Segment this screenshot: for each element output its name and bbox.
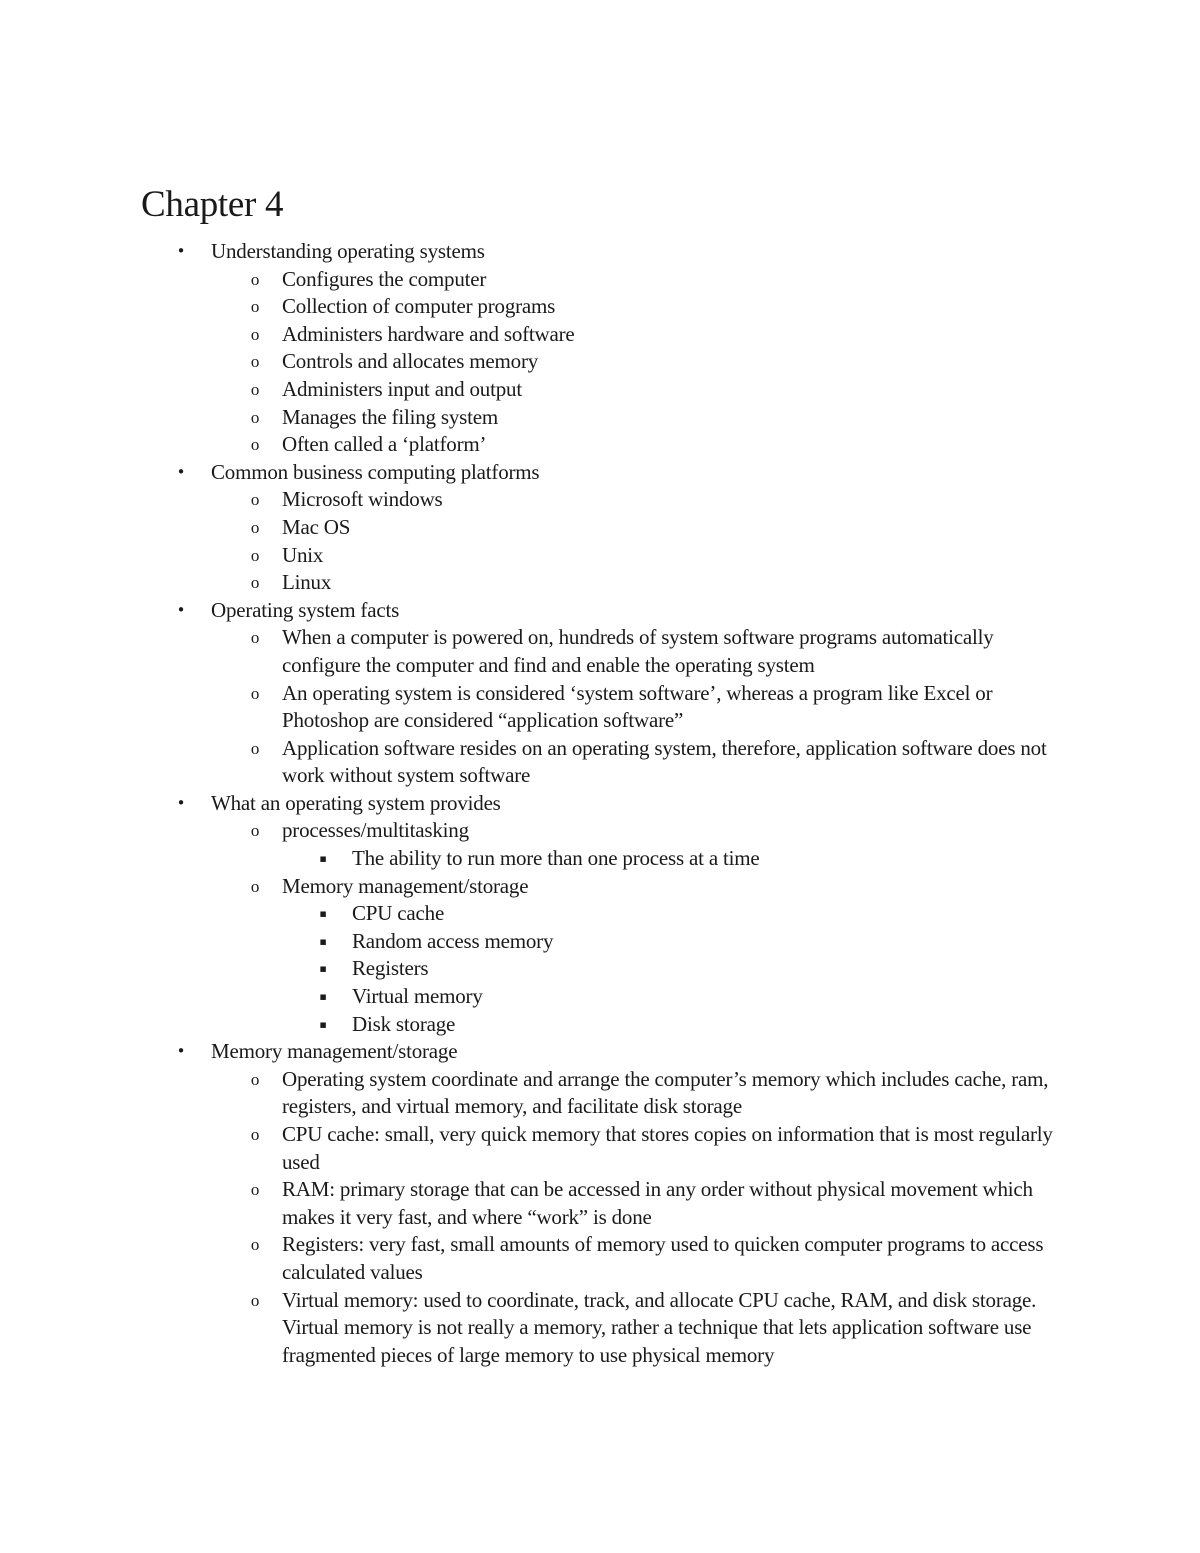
list-item-text: Registers [352,956,429,981]
list-item-text: Memory management/storage [282,873,529,898]
list-item [0,845,1200,873]
bullet-circle-icon: o [250,297,260,317]
list-item [0,431,1200,459]
list-item-text: Disk storage [352,1011,456,1036]
list-item [0,266,1200,294]
bullet-square-icon: ▪ [319,852,327,866]
list-item-text: processes/multitasking [282,818,469,843]
bullet-circle-icon: o [250,876,260,896]
list-item-text: Operating system coordinate and arrange the computer’s memory which includes cache, ram, registers, and virtual memory, and facilitate disk storage [282,1066,1049,1119]
list-item [0,348,1200,376]
list-item [0,1231,1200,1286]
list-item [0,486,1200,514]
list-item [0,1011,1200,1039]
bullet-circle-icon: o [250,545,260,565]
list-item-text: Configures the computer [282,266,487,291]
bullet-disc-icon: • [176,242,186,260]
list-item [0,514,1200,542]
list-item-text: Application software resides on an operating system, therefore, application software does not work without system software [282,735,1047,788]
list-item [0,1287,1200,1370]
bullet-circle-icon: o [250,435,260,455]
list-item-text: Understanding operating systems [211,239,485,263]
sub-sub-list [282,845,1200,873]
list-item [0,955,1200,983]
sub-sub-list [282,900,1200,1038]
list-item [0,404,1200,432]
bullet-square-icon: ▪ [319,934,327,948]
bullet-square-icon: ▪ [319,962,327,976]
list-item [0,542,1200,570]
list-item [0,238,1200,459]
list-item [0,569,1200,597]
sub-list [211,266,1200,459]
bullet-circle-icon: o [250,1069,260,1089]
bullet-circle-icon: o [250,1180,260,1200]
list-item [0,624,1200,679]
list-item [0,873,1200,1039]
sub-list [211,1066,1200,1370]
bullet-circle-icon: o [250,490,260,510]
list-item-text: Administers hardware and software [282,321,575,346]
list-item [0,1176,1200,1231]
list-item [0,459,1200,597]
list-item [0,928,1200,956]
list-item [0,1066,1200,1121]
sub-list [211,624,1200,790]
list-item-text: Memory management/storage [211,1039,458,1064]
bullet-circle-icon: o [250,517,260,537]
bullet-disc-icon: • [176,600,186,619]
list-item-text: Manages the filing system [282,404,499,429]
list-item [0,900,1200,928]
list-item-text: Unix [282,542,324,567]
bullet-circle-icon: o [250,352,260,372]
list-item-text: Virtual memory [352,984,483,1009]
list-item-text: Virtual memory: used to coordinate, track, and allocate CPU cache, RAM, and disk storage. Virtual memory is not really a memory, rather a technique that lets application software use fragmented pieces of large memory to use physical memory [282,1287,1037,1367]
list-item [0,597,1200,790]
list-item-text: Administers input and output [282,376,522,401]
list-item [0,1121,1200,1176]
list-item-text: An operating system is considered ‘system software’, whereas a program like Excel or Photoshop are considered “application software” [282,680,993,733]
list-item-text: Mac OS [282,514,351,539]
list-item-text: Linux [282,570,332,595]
list-item-text: Collection of computer programs [282,294,556,319]
bullet-circle-icon: o [250,1125,260,1144]
list-item-text: Random access memory [352,928,554,953]
list-item [0,321,1200,349]
bullet-disc-icon: • [176,793,186,812]
bullet-circle-icon: o [250,1290,260,1310]
bullet-circle-icon: o [250,324,260,344]
list-item [0,680,1200,735]
sub-list [211,817,1200,1038]
list-item [0,293,1200,321]
bullet-square-icon: ▪ [319,1017,327,1031]
list-item-text: Common business computing platforms [211,459,540,484]
page-title: Chapter 4 [141,184,284,225]
list-item-text: RAM: primary storage that can be accessed in any order without physical movement which makes it very fast, and where “work” is done [282,1177,1033,1229]
bullet-circle-icon: o [250,407,260,427]
list-item [0,376,1200,404]
list-item [0,790,1200,1038]
bullet-circle-icon: o [250,628,260,648]
bullet-circle-icon: o [250,821,260,841]
list-item-text: Microsoft windows [282,487,443,512]
list-item-text: What an operating system provides [211,790,501,815]
list-item-text: The ability to run more than one process at a time [352,846,760,871]
bullet-square-icon: ▪ [319,990,327,1004]
bullet-circle-icon: o [250,683,260,703]
bullet-circle-icon: o [250,269,260,289]
list-item-text: Controls and allocates memory [282,349,539,374]
outline-list [0,238,1200,1369]
sub-list [211,486,1200,596]
bullet-circle-icon: o [250,573,260,593]
list-item-text: CPU cache: small, very quick memory that stores copies on information that is most regularly used [282,1122,1053,1174]
bullet-disc-icon: • [176,1042,186,1061]
bullet-circle-icon: o [250,738,260,758]
bullet-circle-icon: o [250,379,260,399]
bullet-disc-icon: • [176,462,186,481]
list-item-text: When a computer is powered on, hundreds of system software programs automatically configure the computer and find and enable the operating system [282,625,994,677]
bullet-square-icon: ▪ [319,907,327,921]
list-item [0,817,1200,872]
list-item-text: CPU cache [352,901,445,926]
list-item-text: Often called a ‘platform’ [282,432,487,457]
list-item [0,983,1200,1011]
list-item-text: Operating system facts [211,597,400,622]
list-item [0,1038,1200,1369]
list-item [0,735,1200,790]
bullet-circle-icon: o [250,1235,260,1255]
list-item-text: Registers: very fast, small amounts of memory used to quicken computer programs to access calculated values [282,1232,1044,1284]
